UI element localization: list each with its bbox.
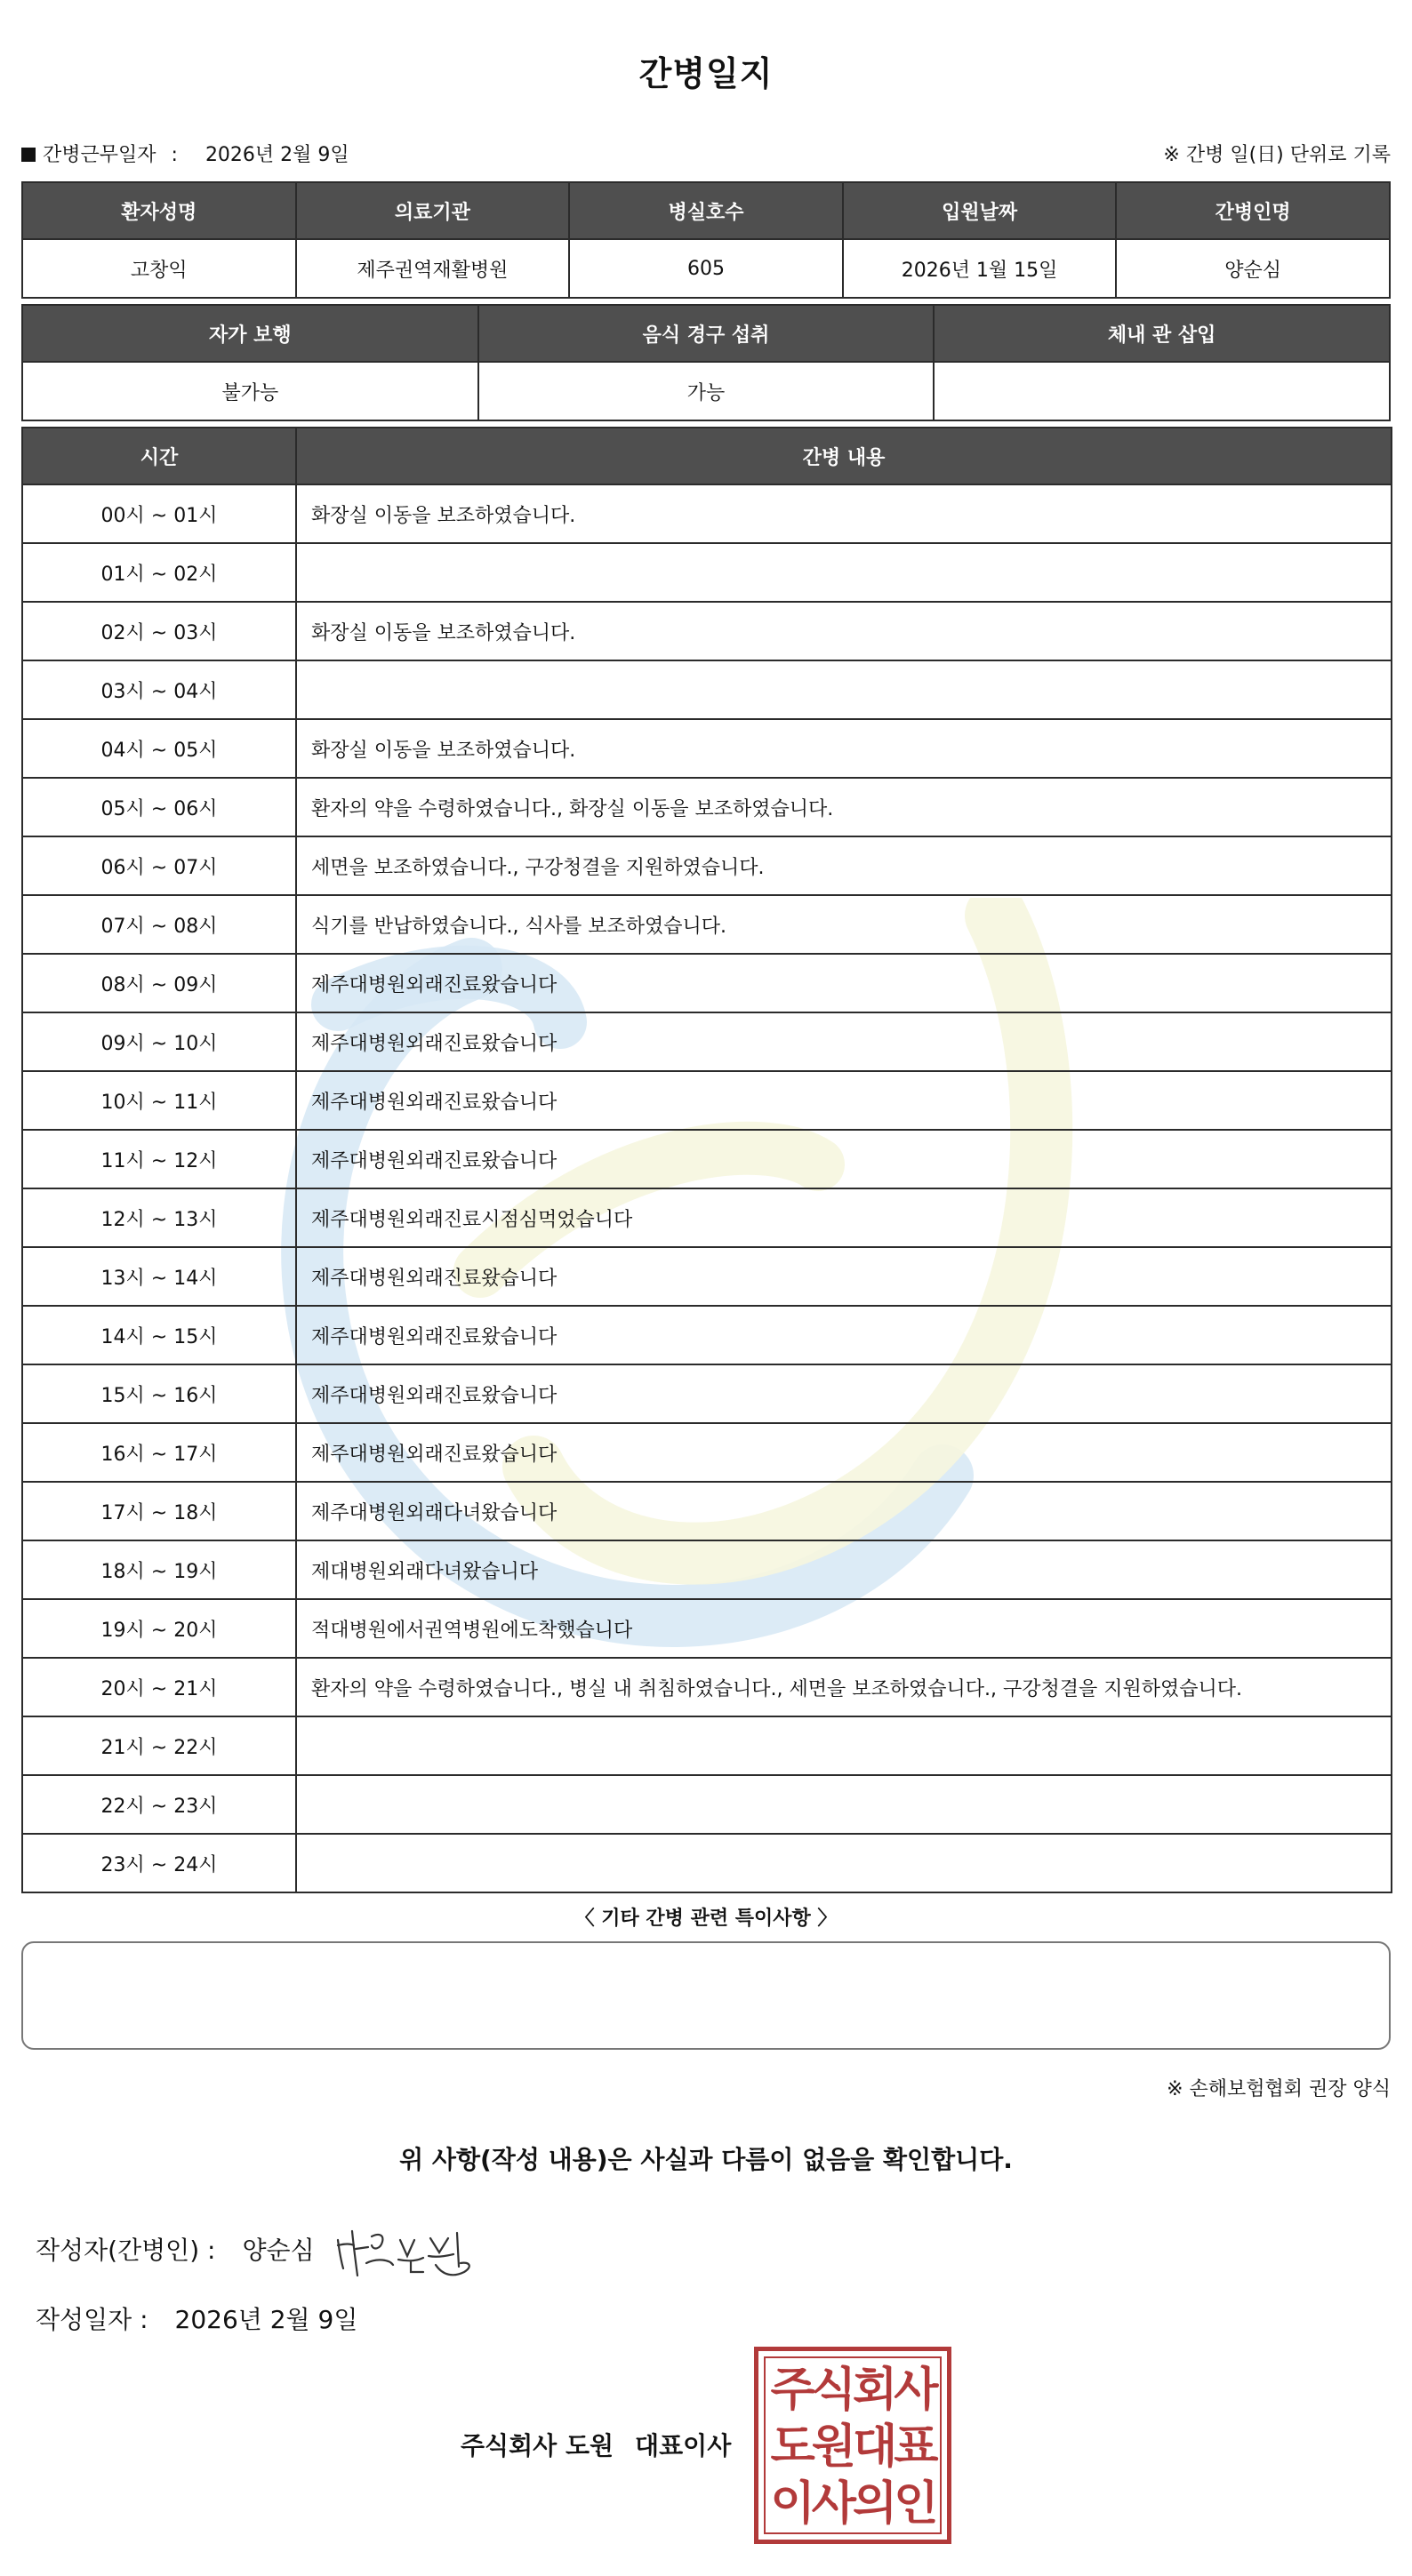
handwritten-signature: [331, 2213, 491, 2284]
care-content: 식기를 반납하였습니다., 식사를 보조하였습니다.: [296, 895, 1392, 954]
table-row: [22, 1423, 1392, 1482]
time-slot: 03시 ~ 04시: [22, 660, 296, 719]
table-row: [22, 1834, 1392, 1892]
table-row: [22, 660, 1392, 719]
time-slot: 12시 ~ 13시: [22, 1188, 296, 1247]
time-slot: 04시 ~ 05시: [22, 719, 296, 778]
table-row: [22, 719, 1392, 778]
care-log-table: [21, 427, 1392, 1893]
written-date-line: [36, 2300, 357, 2336]
care-content: 제주대병원외래진료왔습니다: [296, 1130, 1392, 1188]
table-row: [22, 1012, 1392, 1071]
table-row: [22, 778, 1392, 836]
time-slot: 09시 ~ 10시: [22, 1012, 296, 1071]
time-slot: 11시 ~ 12시: [22, 1130, 296, 1188]
work-date-line: [21, 140, 349, 167]
work-date-separator: :: [171, 144, 178, 166]
table-row: [22, 836, 1392, 895]
table-row: [22, 954, 1392, 1012]
care-content: [296, 543, 1392, 602]
work-date-label: 간병근무일자: [43, 144, 156, 166]
care-content: 제주대병원외래진료왔습니다: [296, 1364, 1392, 1423]
header-time: 시간: [22, 428, 296, 484]
header-admission-date: 입원날짜: [843, 182, 1117, 239]
recommend-note: ※ 손해보험협회 권장 양식: [1167, 2078, 1391, 2100]
care-content: 제주대병원외래진료왔습니다: [296, 1071, 1392, 1130]
notes-title: 〈 기타 간병 관련 특이사항 〉: [574, 1908, 838, 1930]
care-content: 제주대병원외래진료왔습니다: [296, 1247, 1392, 1306]
time-slot: 21시 ~ 22시: [22, 1716, 296, 1775]
header-oral-intake: 음식 경구 섭취: [478, 305, 935, 362]
time-slot: 08시 ~ 09시: [22, 954, 296, 1012]
table-row: [22, 543, 1392, 602]
header-self-walking: 자가 보행: [22, 305, 478, 362]
seal-text-row: 도원대표: [770, 2420, 935, 2474]
table-row: [22, 484, 1392, 543]
care-content: 환자의 약을 수령하였습니다., 병실 내 취침하였습니다., 세면을 보조하였습니다., 구강청결을 지원하였습니다.: [296, 1658, 1392, 1716]
time-slot: 18시 ~ 19시: [22, 1540, 296, 1599]
care-content: 화장실 이동을 보조하였습니다.: [296, 602, 1392, 660]
time-slot: 19시 ~ 20시: [22, 1599, 296, 1658]
time-slot: 14시 ~ 15시: [22, 1306, 296, 1364]
care-content: 세면을 보조하였습니다., 구강청결을 지원하였습니다.: [296, 836, 1392, 895]
time-slot: 23시 ~ 24시: [22, 1834, 296, 1892]
care-content: 제주대병원외래진료시점심먹었습니다: [296, 1188, 1392, 1247]
writer-line: [36, 2231, 315, 2267]
time-slot: 07시 ~ 08시: [22, 895, 296, 954]
care-content: 화장실 이동을 보조하였습니다.: [296, 719, 1392, 778]
patient-status-table: [21, 304, 1391, 421]
table-row: [22, 602, 1392, 660]
writer-name: 양순심: [242, 2236, 315, 2265]
company-name: 주식회사 도원: [461, 2431, 614, 2460]
time-slot: 05시 ~ 06시: [22, 778, 296, 836]
table-row: [22, 1306, 1392, 1364]
table-row: [22, 1540, 1392, 1599]
square-bullet-icon: [21, 148, 36, 162]
header-caregiver-name: 간병인명: [1116, 182, 1390, 239]
caregiver-name: 양순심: [1116, 239, 1390, 298]
care-content: 제주대병원외래다녀왔습니다: [296, 1482, 1392, 1540]
care-content: 제대병원외래다녀왔습니다: [296, 1540, 1392, 1599]
header-room-number: 병실호수: [569, 182, 843, 239]
table-row: [22, 1599, 1392, 1658]
time-slot: 13시 ~ 14시: [22, 1247, 296, 1306]
time-slot: 02시 ~ 03시: [22, 602, 296, 660]
writer-label: 작성자(간병인) :: [36, 2236, 216, 2265]
time-slot: 00시 ~ 01시: [22, 484, 296, 543]
confirmation-statement: 위 사항(작성 내용)은 사실과 다름이 없음을 확인합니다.: [399, 2145, 1013, 2174]
company-line: [461, 2427, 731, 2462]
header-tube-insertion: 체내 관 삽입: [934, 305, 1390, 362]
unit-note: ※ 간병 일(日) 단위로 기록: [1163, 144, 1391, 166]
ceo-label: 대표이사: [635, 2431, 732, 2460]
care-content: 제주대병원외래진료왔습니다: [296, 1306, 1392, 1364]
tube-insertion-value: [934, 362, 1390, 420]
notes-box: [21, 1941, 1391, 2050]
work-date-value: 2026년 2월 9일: [205, 144, 349, 166]
time-slot: 01시 ~ 02시: [22, 543, 296, 602]
time-slot: 17시 ~ 18시: [22, 1482, 296, 1540]
table-row: [22, 1130, 1392, 1188]
table-row: [22, 1188, 1392, 1247]
time-slot: 15시 ~ 16시: [22, 1364, 296, 1423]
time-slot: 06시 ~ 07시: [22, 836, 296, 895]
patient-name: 고창익: [22, 239, 296, 298]
table-row: [22, 1247, 1392, 1306]
care-content: [296, 1716, 1392, 1775]
table-row: [22, 1775, 1392, 1834]
oral-intake-value: 가능: [478, 362, 935, 420]
care-content: 제주대병원외래진료왔습니다: [296, 954, 1392, 1012]
care-content: 적대병원에서권역병원에도착했습니다: [296, 1599, 1392, 1658]
document-title: 간병일지: [638, 54, 774, 93]
written-date-label: 작성일자 :: [36, 2305, 148, 2334]
company-seal-stamp: [754, 2347, 951, 2544]
table-row: [22, 1071, 1392, 1130]
time-slot: 20시 ~ 21시: [22, 1658, 296, 1716]
time-slot: 16시 ~ 17시: [22, 1423, 296, 1482]
time-slot: 22시 ~ 23시: [22, 1775, 296, 1834]
self-walking-value: 불가능: [22, 362, 478, 420]
admission-date: 2026년 1월 15일: [843, 239, 1117, 298]
header-patient-name: 환자성명: [22, 182, 296, 239]
hospital-name: 제주권역재활병원: [296, 239, 570, 298]
time-slot: 10시 ~ 11시: [22, 1071, 296, 1130]
seal-text-row: 주식회사: [770, 2364, 935, 2417]
table-row: [22, 1482, 1392, 1540]
care-content: [296, 1775, 1392, 1834]
room-number: 605: [569, 239, 843, 298]
table-row: [22, 1716, 1392, 1775]
table-row: [22, 1658, 1392, 1716]
header-hospital: 의료기관: [296, 182, 570, 239]
care-content: 제주대병원외래진료왔습니다: [296, 1012, 1392, 1071]
patient-info-table: [21, 181, 1391, 299]
care-content: [296, 660, 1392, 719]
table-row: [22, 1364, 1392, 1423]
care-content: 제주대병원외래진료왔습니다: [296, 1423, 1392, 1482]
table-row: [22, 895, 1392, 954]
care-content: 화장실 이동을 보조하였습니다.: [296, 484, 1392, 543]
care-content: 환자의 약을 수령하였습니다., 화장실 이동을 보조하였습니다.: [296, 778, 1392, 836]
header-care-content: 간병 내용: [296, 428, 1392, 484]
care-content: [296, 1834, 1392, 1892]
seal-text-row: 이사의인: [770, 2477, 935, 2531]
written-date-value: 2026년 2월 9일: [174, 2305, 358, 2334]
